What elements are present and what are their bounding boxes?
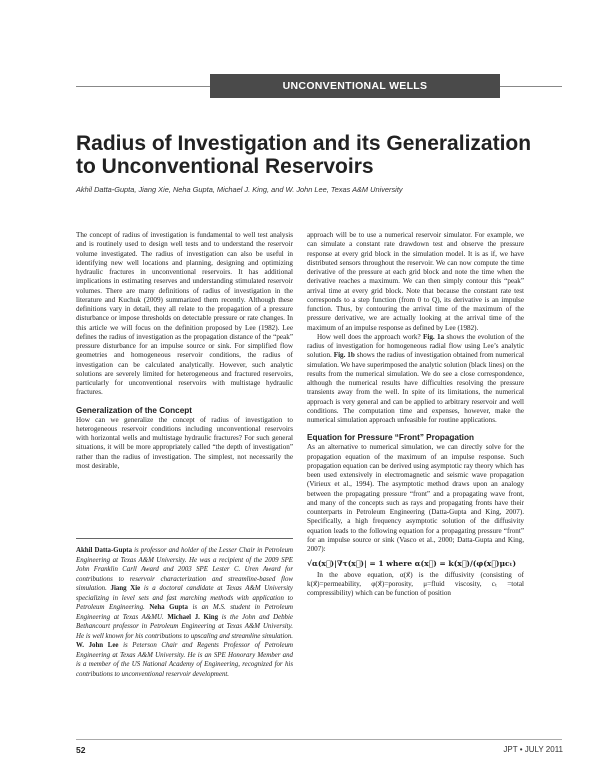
figure-ref: Fig. 1b bbox=[333, 351, 355, 360]
equation: √α(x⃗)|∇τ(x⃗)| = 1 where α(x⃗) = k(x⃗)/(φ(x⃗)μcₜ) bbox=[307, 559, 517, 569]
right-column bbox=[307, 231, 524, 598]
left-column bbox=[76, 231, 293, 471]
bio-text: is a doctoral candidate at Texas A&M University specializing in level sets and fast marching methods with application to Petroleum Engineering. bbox=[76, 585, 293, 611]
bio-name: Akhil Datta-Gupta bbox=[76, 547, 133, 554]
bio-name: W. John Lee bbox=[76, 642, 119, 649]
bio-name: Michael J. King bbox=[167, 613, 219, 621]
page-number: 52 bbox=[76, 745, 86, 755]
paragraph-text: How well does the approach work? bbox=[317, 332, 423, 341]
bio-name: Neha Gupta bbox=[149, 604, 188, 611]
paragraph-text: shows the evolution of the radius of investigation for homogeneous radial flow using Lee’s analytic solution. bbox=[307, 332, 524, 360]
paragraph: In the above equation, α(x⃗) is the diffusivity (consisting of k(x⃗)=permeability, φ(x⃗)=porosity, μ=fluid viscosity, cₜ =total compressibility) which can be function of position bbox=[307, 570, 524, 597]
section-heading: Equation for Pressure “Front” Propagation bbox=[307, 433, 474, 443]
article-authors: Akhil Datta-Gupta, Jiang Xie, Neha Gupta, Michael J. King, and W. John Lee, Texas A&M University bbox=[76, 185, 403, 194]
bio-text: is professor and holder of the Lesser Chair in Petroleum Engineering at Texas A&M University. He was a recipient of the 2009 SPE John Franklin Carll Award and 2003 SPE Lester C. Uren Award for contributions to reservoir characterization and streamline-based flow simulation. bbox=[76, 547, 293, 592]
journal-issue: JPT • JULY 2011 bbox=[503, 745, 563, 754]
section-banner: UNCONVENTIONAL WELLS bbox=[210, 74, 500, 98]
bio-name: Jiang Xie bbox=[110, 585, 141, 592]
paragraph-text: shows the radius of investigation obtained from numerical simulation. We have superimposed the analytic solution (black lines) on the results from the numerical simulation. We do see a close correspondence, although the numerical results have difficulties resolving the pressure transients away from the well. In spite of its limitations, the numerical approach is very general and can be applied to arbitrary reservoir and well conditions. The computation time and expenses, however, make the numerical simulation approach unfeasible for routine applications. bbox=[307, 351, 524, 424]
paragraph: As an alternative to numerical simulation, we can directly solve for the propagation equation of the maximum of an impulse response. Such propagation equation can be derived using asymptotic ray theory which has been used extensively in electromagnetic and seismic wave propagation (Virieux et al., 1994). The asymptotic method draws upon an analogy between the propagating pressure “front” and a propagating wave front, and many of the concepts such as rays and propagating fronts have their counterparts in Petroleum Engineering (Datta-Gupta and King, 2007). Specifically, a high frequency asymptotic solution of the diffusivity equation leads to the following equation for a propagating pressure “front” for an impulse source or sink (Vasco et al., 2000; Datta-Gupta and King, 2007): bbox=[307, 443, 524, 553]
bio-text: is an M.S. student in Petroleum Engineering at Texas A&MU. bbox=[76, 604, 293, 621]
figure-ref: Fig. 1a bbox=[422, 332, 445, 341]
bio-text: is the John and Debbie Bethancourt professor in Petroleum Engineering at Texas A&M University. He is well known for his contributions to upscaling and streamline simulation. bbox=[76, 613, 293, 640]
bio-text: is Peterson Chair and Regents Professor of Petroleum Engineering at Texas A&M University. He is an SPE Honorary Member and is a member of the US National Academy of Engineering, recognized for his contributions to unconventional reservoir development. bbox=[76, 642, 293, 678]
paragraph bbox=[307, 333, 524, 426]
article-title: Radius of Investigation and its Generalization to Unconventional Reservoirs bbox=[76, 132, 532, 178]
paragraph: How can we generalize the concept of radius of investigation to heterogeneous reservoir conditions including unconventional reservoirs with horizontal wells and multistage hydraulic fractures? For such general situations, it will be more appropriately called “the depth of investigation” rather than the radius of investigation. The simplest, not necessarily the most desirable, bbox=[76, 415, 293, 470]
paragraph: The concept of radius of investigation is fundamental to well test analysis and is routinely used to design well tests and to understand the reservoir volume investigated. The radius of investigation can also be useful in identifying new well locations and planning, designing and optimizing hydraulic fractures in unconventional reservoirs. It has additional implications in estimating reserves and understanding stimulated reservoir volumes. There are many definitions of radius of investigation in the literature and Kuchuk (2009) summarized them recently. Although these definitions vary in detail, they all relate to the propagation of a pressure disturbance or impose thresholds on detectable pressure or rate changes. In this article we will focus on the definition proposed by Lee (1982). Lee defines the radius of investigation as the propagation distance of the “peak” pressure disturbance for an impulse source or sink. For simplified flow geometries and homogeneous reservoir conditions, the radius of investigation can be calculated analytically. However, such analytic solutions are severely limited for heterogeneous and fractured reservoirs, particularly for unconventional reservoirs with multistage hydraulic fractures. bbox=[76, 231, 293, 397]
author-bio bbox=[76, 538, 293, 679]
paragraph: approach will be to use a numerical reservoir simulator. For example, we can simulate a constant rate drawdown test and observe the pressure response at every grid block in the simulation model. It is as if, we have distributed sensors throughout the reservoir. We can now compute the time derivative of the pressure at each grid block and note the time when the derivative reaches a maximum. We can then simply contour this “peak” arrival time at every grid block. Note that because the constant rate test corresponds to a step function (from 0 to Q), its derivative is an impulse function. Thus, by contouring the arrival time of the maximum of the pressure derivative, we are actually looking at the arrival time of the maximum of an impulse response as defined by Lee (1982). bbox=[307, 231, 524, 332]
footer-rule bbox=[76, 739, 562, 740]
section-heading: Generalization of the Concept bbox=[76, 405, 193, 415]
